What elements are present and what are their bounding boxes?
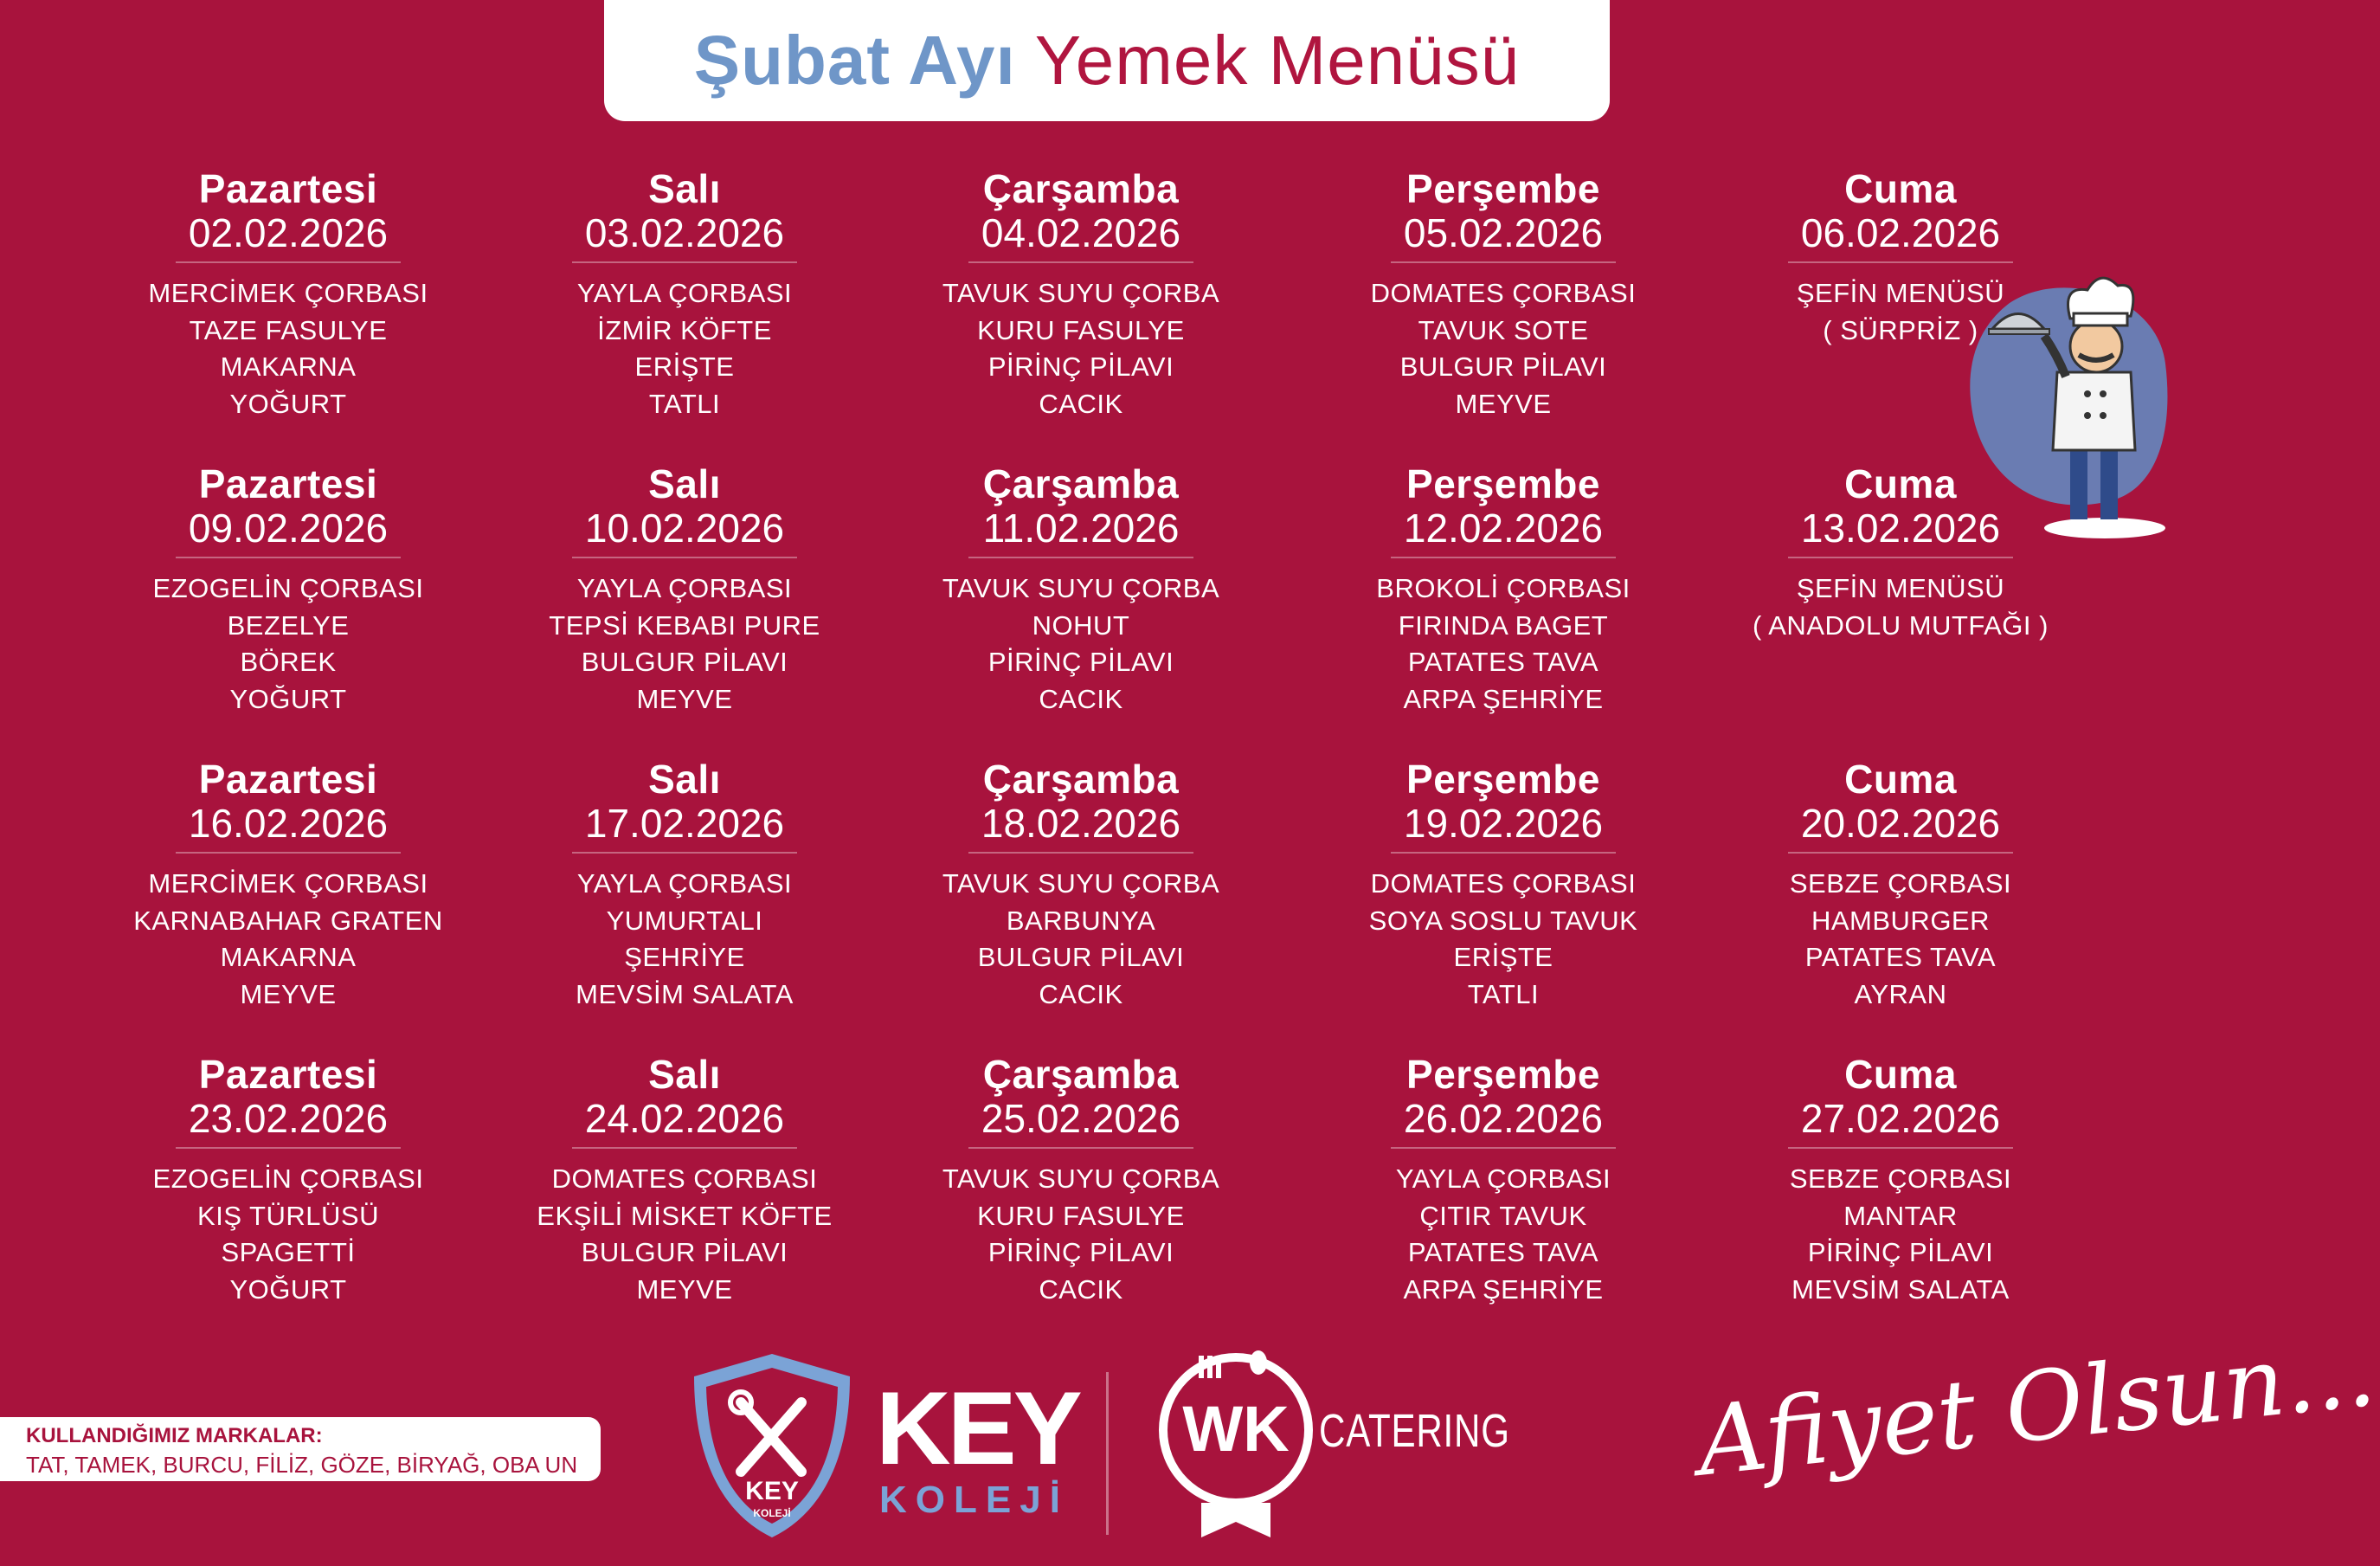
day-name: Çarşamba bbox=[982, 166, 1180, 211]
menu-item: FIRINDA BAGET bbox=[1398, 609, 1609, 641]
menu-item: BULGUR PİLAVI bbox=[581, 1237, 788, 1267]
date-underline bbox=[1391, 852, 1616, 854]
day-date: 27.02.2026 bbox=[1800, 1096, 2001, 1141]
menu-item: PATATES TAVA bbox=[1407, 1237, 1599, 1267]
menu-item: CACIK bbox=[1039, 978, 1123, 1009]
menu-item: YAYLA ÇORBASI bbox=[576, 278, 793, 308]
date-underline bbox=[1391, 557, 1616, 558]
day-date: 25.02.2026 bbox=[981, 1096, 1181, 1141]
title-month: Şubat Ayı bbox=[693, 22, 1016, 99]
day-date: 09.02.2026 bbox=[188, 506, 389, 551]
day-date: 10.02.2026 bbox=[584, 506, 785, 551]
menu-item: KURU FASULYE bbox=[977, 314, 1185, 345]
shield-koleji-text: KOLEJİ bbox=[753, 1507, 791, 1519]
day-menu-cell bbox=[1322, 1052, 1685, 1308]
menu-item: KIŞ TÜRLÜSÜ bbox=[197, 1200, 379, 1231]
menu-item: ŞEHRİYE bbox=[624, 942, 745, 972]
catering-text: CATERING bbox=[1319, 1405, 1510, 1457]
menu-item: EZOGELİN ÇORBASI bbox=[152, 573, 424, 603]
day-date: 06.02.2026 bbox=[1800, 210, 2001, 255]
day-menu-cell bbox=[1322, 461, 1685, 718]
day-name: Perşembe bbox=[1406, 461, 1600, 506]
day-name: Salı bbox=[648, 461, 721, 506]
date-underline bbox=[572, 261, 797, 263]
menu-item: YOĞURT bbox=[229, 388, 347, 419]
menu-item: TATLI bbox=[1467, 978, 1540, 1009]
menu-item: MAKARNA bbox=[220, 351, 357, 382]
brands-list: TAT, TAMEK, BURCU, FİLİZ, GÖZE, BİRYAĞ, OBA UN bbox=[26, 1452, 578, 1478]
day-menu-cell bbox=[106, 1052, 470, 1308]
menu-item: TAVUK SUYU ÇORBA bbox=[942, 573, 1220, 603]
day-menu-cell bbox=[1719, 757, 2082, 1013]
day-date: 16.02.2026 bbox=[188, 801, 389, 846]
date-underline bbox=[1788, 261, 2013, 263]
day-menu-cell bbox=[899, 461, 1263, 718]
day-name: Çarşamba bbox=[982, 1052, 1180, 1097]
day-name: Perşembe bbox=[1406, 757, 1600, 802]
date-underline bbox=[176, 557, 401, 558]
menu-item: TAZE FASULYE bbox=[189, 314, 388, 345]
menu-item: TEPSİ KEBABI PURE bbox=[549, 609, 820, 641]
day-name: Salı bbox=[648, 166, 721, 211]
day-name: Cuma bbox=[1844, 461, 1957, 506]
menu-item: DOMATES ÇORBASI bbox=[551, 1163, 818, 1194]
menu-item: BULGUR PİLAVI bbox=[1399, 351, 1607, 382]
menu-item: YAYLA ÇORBASI bbox=[1395, 1163, 1611, 1194]
menu-item: SEBZE ÇORBASI bbox=[1789, 868, 2012, 899]
menu-item: TAVUK SUYU ÇORBA bbox=[942, 868, 1220, 899]
day-date: 17.02.2026 bbox=[584, 801, 785, 846]
menu-item: YAYLA ÇORBASI bbox=[576, 868, 793, 899]
menu-item: PİRİNÇ PİLAVI bbox=[987, 1237, 1174, 1267]
day-name: Pazartesi bbox=[198, 757, 378, 802]
menu-item: YAYLA ÇORBASI bbox=[576, 573, 793, 603]
day-menu-cell bbox=[899, 757, 1263, 1013]
menu-item: MERCİMEK ÇORBASI bbox=[148, 868, 428, 899]
menu-item: BEZELYE bbox=[227, 609, 350, 641]
menu-item: KURU FASULYE bbox=[977, 1200, 1185, 1231]
date-underline bbox=[968, 261, 1193, 263]
menu-item: ( SÜRPRİZ ) bbox=[1823, 314, 1978, 345]
menu-item: HAMBURGER bbox=[1811, 905, 1990, 936]
menu-item: CACIK bbox=[1039, 683, 1123, 714]
day-date: 24.02.2026 bbox=[584, 1096, 785, 1141]
menu-item: EKŞİLİ MİSKET KÖFTE bbox=[537, 1200, 833, 1231]
date-underline bbox=[1788, 852, 2013, 854]
day-date: 19.02.2026 bbox=[1403, 801, 1604, 846]
menu-item: ŞEFİN MENÜSÜ bbox=[1796, 573, 2005, 603]
menu-item: PATATES TAVA bbox=[1804, 942, 1997, 972]
brands-title: KULLANDIĞIMIZ MARKALAR: bbox=[26, 1424, 323, 1447]
logo-divider bbox=[1106, 1372, 1109, 1535]
chef-illustration bbox=[1958, 268, 2174, 554]
menu-item: MEYVE bbox=[636, 1273, 733, 1305]
date-underline bbox=[968, 557, 1193, 558]
menu-item: MEVSİM SALATA bbox=[1791, 1273, 2010, 1305]
day-menu-cell bbox=[106, 166, 470, 422]
day-menu-cell bbox=[503, 166, 866, 422]
menu-item: TAVUK SUYU ÇORBA bbox=[942, 1163, 1220, 1194]
menu-item: KARNABAHAR GRATEN bbox=[133, 905, 443, 936]
day-name: Pazartesi bbox=[198, 1052, 378, 1097]
day-date: 12.02.2026 bbox=[1403, 506, 1604, 551]
day-name: Cuma bbox=[1844, 166, 1957, 211]
date-underline bbox=[572, 557, 797, 558]
menu-item: YOĞURT bbox=[229, 1273, 347, 1305]
day-name: Perşembe bbox=[1406, 166, 1600, 211]
title-menu: Yemek Menüsü bbox=[1034, 22, 1521, 99]
day-menu-cell bbox=[503, 461, 866, 718]
key-logo-text: KEY bbox=[876, 1370, 1079, 1486]
menu-item: BROKOLİ ÇORBASI bbox=[1376, 573, 1631, 603]
afiyet-olsun-text: Afiyet Olsun... bbox=[1692, 1316, 2380, 1498]
date-underline bbox=[176, 852, 401, 854]
menu-item: MERCİMEK ÇORBASI bbox=[148, 278, 428, 308]
koleji-logo-text: KOLEJİ bbox=[879, 1479, 1069, 1521]
day-name: Çarşamba bbox=[982, 461, 1180, 506]
menu-item: ÇITIR TAVUK bbox=[1419, 1200, 1587, 1231]
menu-item: MEYVE bbox=[240, 978, 337, 1009]
key-koleji-shield-logo bbox=[689, 1350, 855, 1541]
menu-item: PİRİNÇ PİLAVI bbox=[1807, 1237, 1994, 1267]
day-menu-cell bbox=[106, 461, 470, 718]
day-menu-cell bbox=[1719, 1052, 2082, 1308]
day-date: 26.02.2026 bbox=[1403, 1096, 1604, 1141]
day-date: 02.02.2026 bbox=[188, 210, 389, 255]
menu-item: TAVUK SUYU ÇORBA bbox=[942, 278, 1220, 308]
day-name: Cuma bbox=[1844, 1052, 1957, 1097]
menu-item: PİRİNÇ PİLAVI bbox=[987, 647, 1174, 677]
menu-item: ARPA ŞEHRİYE bbox=[1403, 683, 1604, 714]
menu-item: MEVSİM SALATA bbox=[576, 978, 794, 1009]
date-underline bbox=[1391, 261, 1616, 263]
menu-item: BÖREK bbox=[240, 647, 337, 677]
menu-item: TAVUK SOTE bbox=[1418, 314, 1589, 345]
menu-item: PATATES TAVA bbox=[1407, 647, 1599, 677]
menu-item: MAKARNA bbox=[220, 942, 357, 972]
date-underline bbox=[572, 1147, 797, 1149]
menu-item: CACIK bbox=[1039, 388, 1123, 419]
day-menu-cell bbox=[899, 1052, 1263, 1308]
day-date: 05.02.2026 bbox=[1403, 210, 1604, 255]
menu-item: YOĞURT bbox=[229, 683, 347, 714]
menu-item: İZMİR KÖFTE bbox=[597, 314, 772, 345]
menu-item: ŞEFİN MENÜSÜ bbox=[1796, 278, 2005, 308]
menu-item: YUMURTALI bbox=[606, 905, 763, 936]
menu-item: PİRİNÇ PİLAVI bbox=[987, 351, 1174, 382]
day-menu-cell bbox=[503, 1052, 866, 1308]
menu-item: ( ANADOLU MUTFAĞI ) bbox=[1753, 609, 2049, 641]
date-underline bbox=[1788, 1147, 2013, 1149]
day-date: 03.02.2026 bbox=[584, 210, 785, 255]
day-menu-cell bbox=[899, 166, 1263, 422]
day-name: Cuma bbox=[1844, 757, 1957, 802]
menu-item: NOHUT bbox=[1032, 609, 1130, 641]
day-date: 20.02.2026 bbox=[1800, 801, 2001, 846]
menu-item: MEYVE bbox=[636, 683, 733, 714]
day-menu-cell bbox=[1322, 757, 1685, 1013]
menu-item: BULGUR PİLAVI bbox=[581, 647, 788, 677]
day-menu-cell bbox=[1322, 166, 1685, 422]
menu-item: SEBZE ÇORBASI bbox=[1789, 1163, 2012, 1194]
day-name: Pazartesi bbox=[198, 461, 378, 506]
date-underline bbox=[968, 1147, 1193, 1149]
menu-item: TATLI bbox=[648, 388, 721, 419]
menu-item: BULGUR PİLAVI bbox=[977, 942, 1185, 972]
day-name: Perşembe bbox=[1406, 1052, 1600, 1097]
date-underline bbox=[176, 1147, 401, 1149]
brands-panel bbox=[0, 1417, 601, 1481]
day-date: 23.02.2026 bbox=[188, 1096, 389, 1141]
menu-item: ERİŞTE bbox=[634, 351, 735, 382]
menu-item: SPAGETTİ bbox=[221, 1237, 356, 1267]
date-underline bbox=[1391, 1147, 1616, 1149]
menu-item: DOMATES ÇORBASI bbox=[1370, 278, 1637, 308]
wk-text: WK bbox=[1182, 1393, 1290, 1465]
day-date: 13.02.2026 bbox=[1800, 506, 2001, 551]
menu-item: BARBUNYA bbox=[1006, 905, 1156, 936]
date-underline bbox=[1788, 557, 2013, 558]
date-underline bbox=[572, 852, 797, 854]
menu-item: MANTAR bbox=[1843, 1200, 1958, 1231]
date-underline bbox=[968, 852, 1193, 854]
day-name: Salı bbox=[648, 1052, 721, 1097]
day-menu-cell bbox=[503, 757, 866, 1013]
menu-item: AYRAN bbox=[1854, 978, 1947, 1009]
menu-item: CACIK bbox=[1039, 1273, 1123, 1305]
wk-catering-logo bbox=[1151, 1344, 1321, 1543]
day-name: Çarşamba bbox=[982, 757, 1180, 802]
menu-item: MEYVE bbox=[1455, 388, 1552, 419]
day-date: 18.02.2026 bbox=[981, 801, 1181, 846]
date-underline bbox=[176, 261, 401, 263]
day-menu-cell bbox=[106, 757, 470, 1013]
day-date: 11.02.2026 bbox=[982, 506, 1180, 551]
day-name: Salı bbox=[648, 757, 721, 802]
menu-item: ERİŞTE bbox=[1453, 942, 1553, 972]
menu-item: SOYA SOSLU TAVUK bbox=[1368, 905, 1638, 936]
menu-item: DOMATES ÇORBASI bbox=[1370, 868, 1637, 899]
day-date: 04.02.2026 bbox=[981, 210, 1181, 255]
menu-item: EZOGELİN ÇORBASI bbox=[152, 1163, 424, 1194]
shield-key-text: KEY bbox=[745, 1477, 799, 1505]
day-name: Pazartesi bbox=[198, 166, 378, 211]
menu-item: ARPA ŞEHRİYE bbox=[1403, 1273, 1604, 1305]
